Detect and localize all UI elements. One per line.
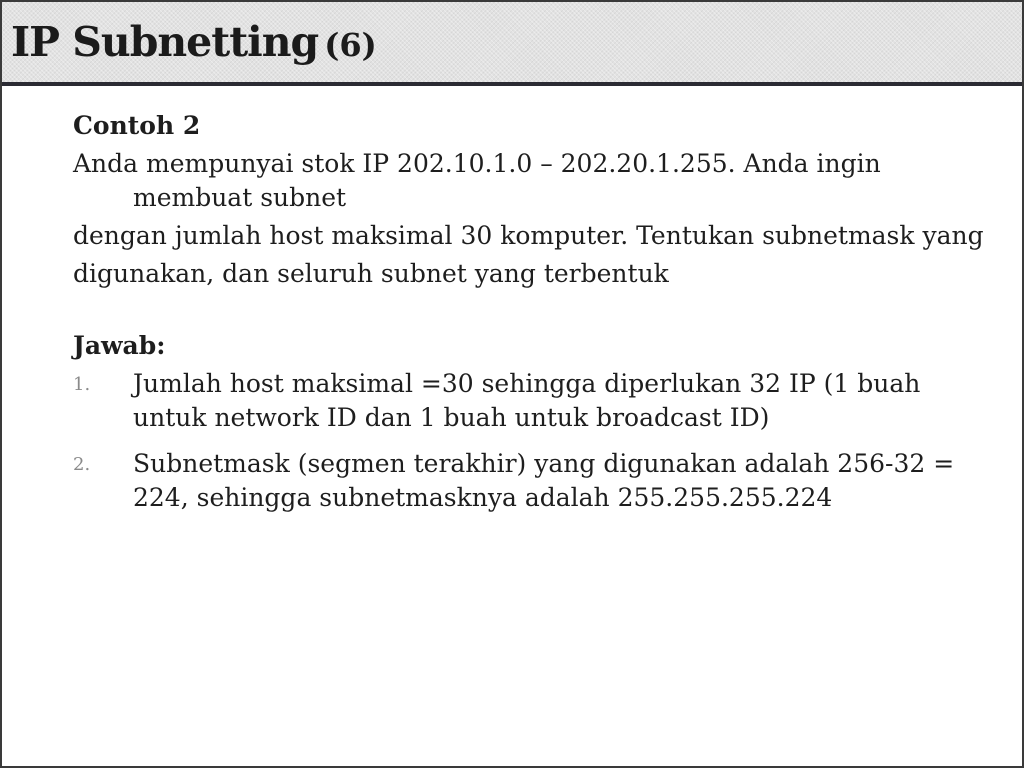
answer-item-1 — [73, 367, 998, 435]
answer-list — [73, 367, 998, 515]
answer-item-2-number: 2. — [73, 454, 91, 475]
slide-title — [11, 14, 377, 73]
slide-title-text: IP Subnetting — [11, 18, 319, 66]
problem-paragraph-2: dengan jumlah host maksimal 30 komputer. Tentukan subnetmask yang — [73, 221, 984, 250]
problem-paragraph-3: digunakan, dan seluruh subnet yang terbentuk — [73, 259, 669, 288]
answer-item-1-number: 1. — [73, 374, 91, 395]
slide-title-suffix: (6) — [324, 26, 377, 64]
problem-paragraph-1: Anda mempunyai stok IP 202.10.1.0 – 202.20.1.255. Anda ingin membuat subnet — [73, 149, 881, 212]
answer-item-2 — [73, 447, 998, 515]
slide-body — [73, 109, 998, 527]
answer-heading: Jawab: — [73, 331, 166, 360]
spacer — [73, 295, 998, 329]
answer-item-2-text: Subnetmask (segmen terakhir) yang digunakan adalah 256-32 = 224, sehingga subnetmasknya adalah 255.255.255.224 — [133, 449, 955, 512]
answer-item-1-text: Jumlah host maksimal =30 sehingga diperlukan 32 IP (1 buah untuk network ID dan 1 buah untuk broadcast ID) — [133, 369, 921, 432]
title-bar — [2, 2, 1022, 86]
example-heading: Contoh 2 — [73, 111, 201, 140]
